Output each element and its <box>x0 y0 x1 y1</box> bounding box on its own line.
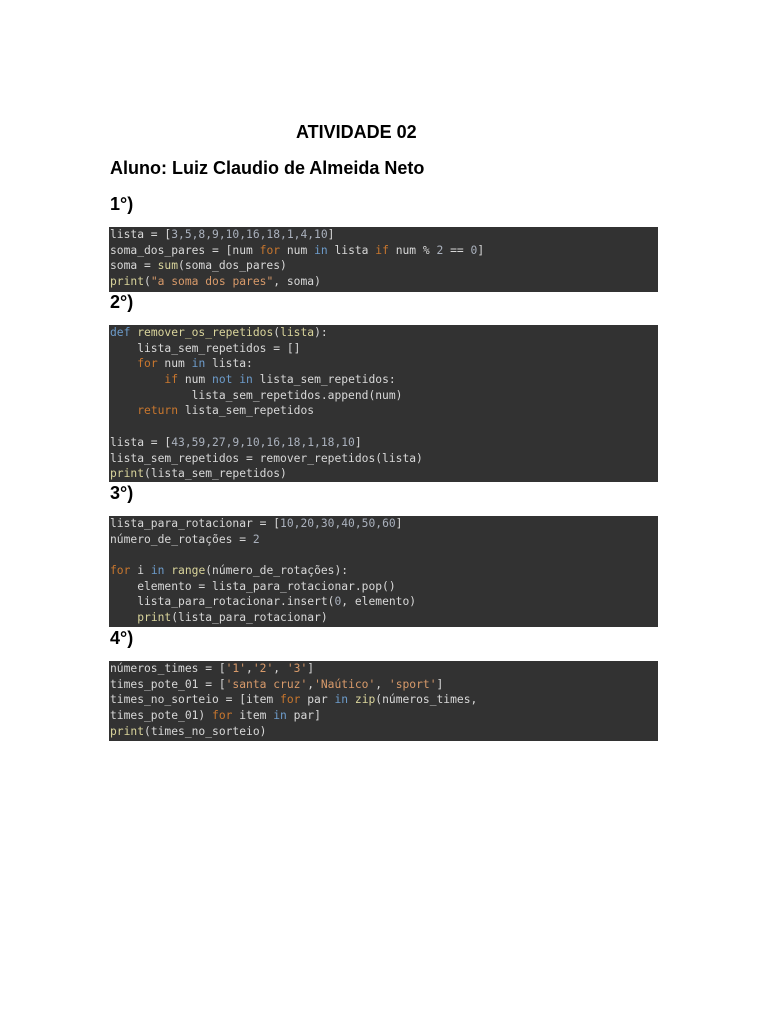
code-line <box>110 435 658 451</box>
question-3-label: 3°) <box>110 483 134 503</box>
code-token: 3,5,8,9,10,16,18,1,4,10 <box>171 228 328 241</box>
code-token: in <box>191 357 206 371</box>
code-token: print <box>110 467 145 481</box>
student-name: Aluno: Luiz Claudio de Almeida Neto <box>110 158 425 178</box>
code-line <box>110 325 658 341</box>
code-token: ] <box>327 228 335 241</box>
code-line <box>110 692 658 708</box>
code-line <box>110 403 658 419</box>
code-token: lista = [ <box>110 435 172 449</box>
code-line <box>110 594 658 610</box>
code-block-4 <box>109 661 658 741</box>
code-token: , <box>273 662 287 675</box>
code-token: '2' <box>252 662 274 675</box>
code-token: soma = <box>110 259 158 273</box>
code-line <box>110 243 658 259</box>
code-token: ): <box>314 326 328 339</box>
code-token: 0 <box>334 595 342 609</box>
code-line <box>110 466 658 482</box>
code-token: lista_para_rotacionar.insert( <box>110 595 335 609</box>
code-token: lista_sem_repetidos: <box>252 373 396 387</box>
code-line <box>110 708 658 724</box>
code-token: par] <box>286 709 321 723</box>
code-token: (lista_sem_repetidos) <box>144 467 287 481</box>
code-line <box>110 388 658 404</box>
code-token: i <box>130 564 151 578</box>
code-token <box>348 693 355 706</box>
code-block-1 <box>109 227 658 292</box>
code-token: lista = [ <box>110 228 172 241</box>
code-token: , elemento) <box>341 595 417 609</box>
code-token: num <box>280 243 315 257</box>
code-token: lista_sem_repetidos <box>178 404 315 418</box>
code-token: if <box>375 243 389 257</box>
code-token: def <box>110 326 131 339</box>
code-token: for <box>212 709 233 723</box>
code-token: zip <box>354 693 376 707</box>
code-token: '1' <box>225 662 247 675</box>
code-token <box>110 373 164 386</box>
code-line <box>110 661 658 677</box>
code-line <box>110 227 658 243</box>
code-line <box>110 579 658 595</box>
code-token: , <box>375 677 389 691</box>
code-token: par <box>300 693 335 707</box>
code-token: print <box>110 275 145 289</box>
code-token: num <box>178 373 213 387</box>
code-token <box>110 404 137 417</box>
code-token: num <box>157 357 192 371</box>
code-line <box>110 724 658 740</box>
code-line <box>110 532 658 548</box>
question-1-label: 1°) <box>110 194 134 214</box>
code-token: , <box>246 662 253 675</box>
code-token: lista_sem_repetidos = remover_repetidos(lista) <box>110 451 423 465</box>
code-token: 2 <box>436 243 444 257</box>
code-token: == <box>443 243 471 257</box>
code-token: item <box>232 709 274 723</box>
code-token: números_times = [ <box>110 662 226 675</box>
code-token: times_pote_01) <box>110 709 213 723</box>
code-line <box>110 677 658 693</box>
code-token: for <box>280 693 301 707</box>
code-token: 2 <box>252 532 260 546</box>
code-token: in <box>150 564 165 578</box>
code-token: lista_para_rotacionar = [ <box>110 517 281 530</box>
code-token: times_no_sorteio = [item <box>110 693 281 707</box>
code-token: for <box>259 243 281 257</box>
code-token: 'sport' <box>388 677 437 691</box>
code-token: num % <box>388 243 437 257</box>
code-block-2 <box>109 325 658 482</box>
code-token: lista_sem_repetidos = [] <box>110 341 301 355</box>
code-token: 0 <box>470 243 478 257</box>
code-line <box>110 451 658 467</box>
question-4-label: 4°) <box>110 628 134 648</box>
code-token <box>110 357 137 370</box>
code-token: lista <box>327 243 376 257</box>
code-token: lista: <box>205 357 253 371</box>
document-title: ATIVIDADE 02 <box>296 122 417 142</box>
code-token: lista_sem_repetidos.append(num) <box>110 388 403 402</box>
code-line <box>110 258 658 274</box>
code-token: (número_de_rotações): <box>205 564 349 578</box>
code-token: sum <box>157 259 179 273</box>
code-token: print <box>110 724 145 738</box>
code-token: elemento = lista_para_rotacionar.pop() <box>110 579 396 593</box>
code-line <box>110 516 658 532</box>
code-line <box>110 419 658 435</box>
code-token: ( <box>273 326 281 339</box>
code-token: , soma) <box>273 275 321 289</box>
code-token: (times_no_sorteio) <box>144 724 267 738</box>
code-token: for <box>137 357 158 371</box>
code-token: (lista_para_rotacionar) <box>171 611 328 625</box>
code-token: , <box>307 677 315 691</box>
code-token: ] <box>354 435 362 449</box>
code-line <box>110 610 658 626</box>
code-token: return <box>137 404 179 418</box>
code-token: "a soma dos pares" <box>150 275 274 289</box>
code-token <box>110 611 137 624</box>
code-token: ] <box>477 243 485 257</box>
code-token: 43,59,27,9,10,16,18,1,18,10 <box>171 435 355 449</box>
code-token: ] <box>307 662 315 675</box>
code-token: soma_dos_pares = [num <box>110 243 260 257</box>
code-token: remover_os_repetidos <box>137 326 274 339</box>
code-token: ] <box>436 677 444 691</box>
code-token: 'santa cruz' <box>225 677 308 691</box>
code-token: in <box>314 243 328 257</box>
code-token: (números_times, <box>375 693 478 707</box>
code-line <box>110 547 658 563</box>
code-token: in <box>273 709 287 723</box>
code-line <box>110 341 658 357</box>
code-token: range <box>171 564 206 578</box>
code-token: ( <box>144 275 151 289</box>
code-token: in <box>334 693 349 707</box>
code-token: lista <box>280 326 315 339</box>
question-2-label: 2°) <box>110 292 134 312</box>
code-token: if <box>164 373 179 387</box>
code-token: 'Naútico' <box>314 677 376 691</box>
code-token: 10,20,30,40,50,60 <box>280 517 396 530</box>
code-token: not in <box>212 373 253 387</box>
code-token: print <box>137 611 172 625</box>
code-line <box>110 563 658 579</box>
code-token: for <box>110 564 131 578</box>
code-token: (soma_dos_pares) <box>178 259 287 273</box>
code-line <box>110 356 658 372</box>
code-line <box>110 372 658 388</box>
code-block-3 <box>109 516 658 627</box>
code-token: ] <box>395 517 403 530</box>
code-token: número_de_rotações = <box>110 532 253 546</box>
code-line <box>110 274 658 290</box>
code-token: times_pote_01 = [ <box>110 677 226 691</box>
code-token: '3' <box>286 662 308 675</box>
